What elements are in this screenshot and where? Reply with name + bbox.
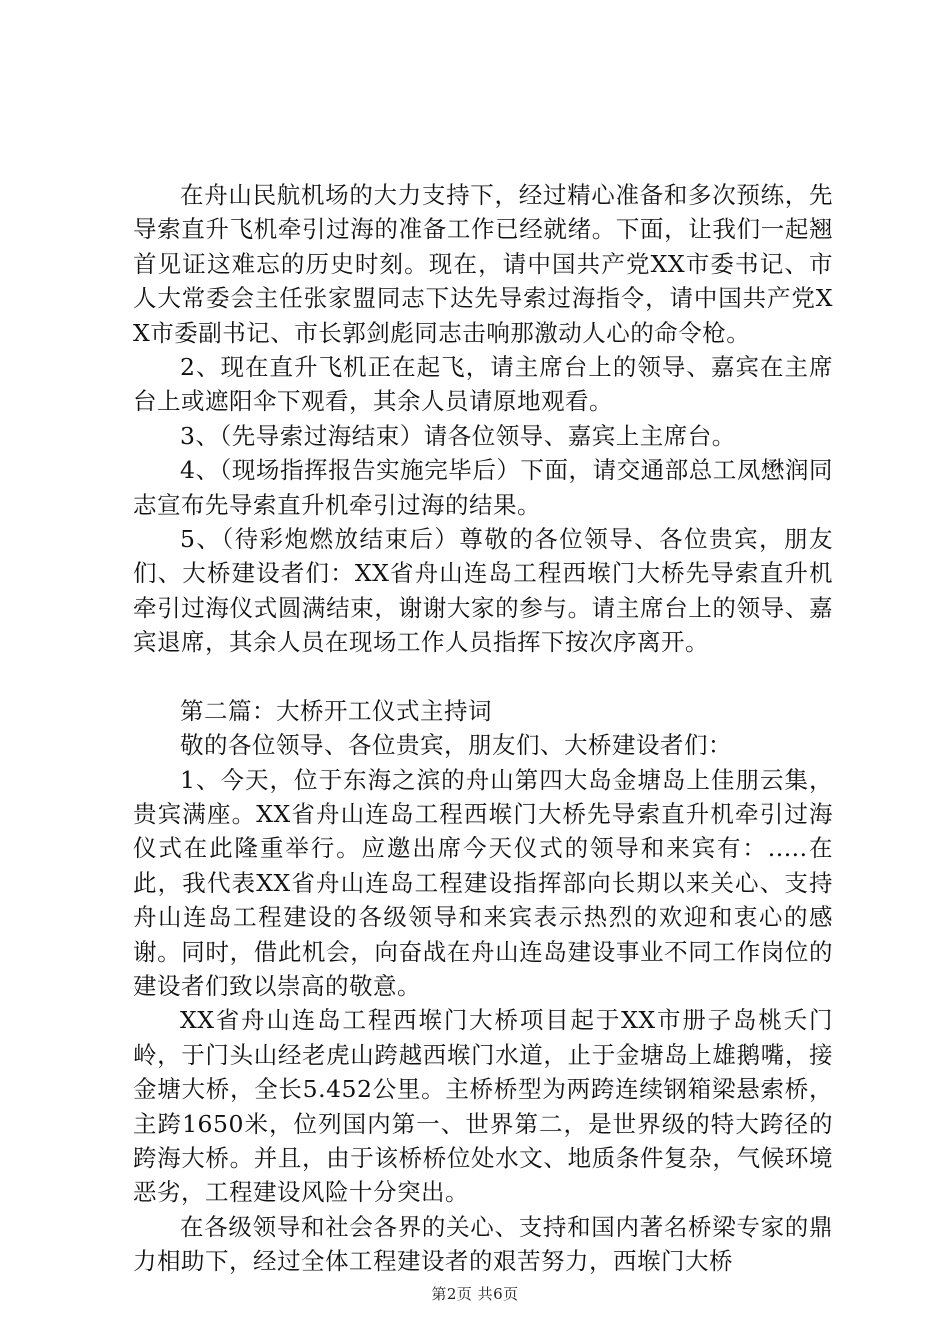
paragraph-item-2: 2、现在直升飞机正在起飞，请主席台上的领导、嘉宾在主席台上或遮阳伞下观看，其余人员请原地观看。 bbox=[133, 353, 833, 416]
paragraph-leaders-support: 在各级领导和社会各界的关心、支持和国内著名桥梁专家的鼎力相助下，经过全体工程建设者的艰苦努力，西堠门大桥 bbox=[133, 1212, 833, 1276]
paragraph-salutation: 敬的各位领导、各位贵宾，朋友们、大桥建设者们： bbox=[180, 731, 732, 760]
document-body bbox=[133, 178, 833, 1279]
page-number: 第2页 共6页 bbox=[431, 1285, 519, 1303]
section-spacer bbox=[133, 660, 833, 694]
paragraph-item-3: 3、（先导索过海结束）请各位领导、嘉宾上主席台。 bbox=[180, 421, 736, 450]
paragraph-item-5: 5、（待彩炮燃放结束后）尊敬的各位领导、各位贵宾，朋友们、大桥建设者们：XX省舟山连岛工程西堠门大桥先导索直升机牵引过海仪式圆满结束，谢谢大家的参与。请主席台上的领导、嘉宾退席，其余人员在现场工作人员指挥下按次序离开。 bbox=[133, 525, 833, 657]
paragraph-item-1: 1、今天，位于东海之滨的舟山第四大岛金塘岛上佳朋云集，贵宾满座。XX省舟山连岛工程西堠门大桥先导索直升机牵引过海仪式在此隆重举行。应邀出席今天仪式的领导和来宾有：.....在此，我代表XX省舟山连岛工程建设指挥部向长期以来关心、支持舟山连岛工程建设的各级领导和来宾表示热烈的欢迎和衷心的感谢。同时，借此机会，向奋战在舟山连岛建设事业不同工作岗位的建设者们致以崇高的敬意。 bbox=[133, 765, 833, 1000]
paragraph-bridge-project: XX省舟山连岛工程西堠门大桥项目起于XX市册子岛桃夭门岭，于门头山经老虎山跨越西堠门水道，止于金塘岛上雄鹅嘴，接金塘大桥，全长5.452公里。主桥桥型为两跨连续钢箱梁悬索桥，主跨1650米，位列国内第一、世界第二，是世界级的特大跨径的跨海大桥。并且，由于该桥桥位处水文、地质条件复杂，气候环境恶劣，工程建设风险十分突出。 bbox=[133, 1006, 833, 1207]
paragraph-item-4: 4、（现场指挥报告实施完毕后）下面，请交通部总工凤懋润同志宣布先导索直升机牵引过海的结果。 bbox=[133, 456, 833, 519]
paragraph-airport-support: 在舟山民航机场的大力支持下，经过精心准备和多次预练，先导索直升飞机牵引过海的准备工作已经就绪。下面，让我们一起翘首见证这难忘的历史时刻。现在，请中国共产党XX市委书记、市人大常委会主任张家盟同志下达先导索过海指令，请中国共产党XX市委副书记、市长郭剑彪同志击响那激动人心的命令枪。 bbox=[133, 181, 833, 347]
section-title: 第二篇：大桥开工仪式主持词 bbox=[180, 696, 492, 725]
